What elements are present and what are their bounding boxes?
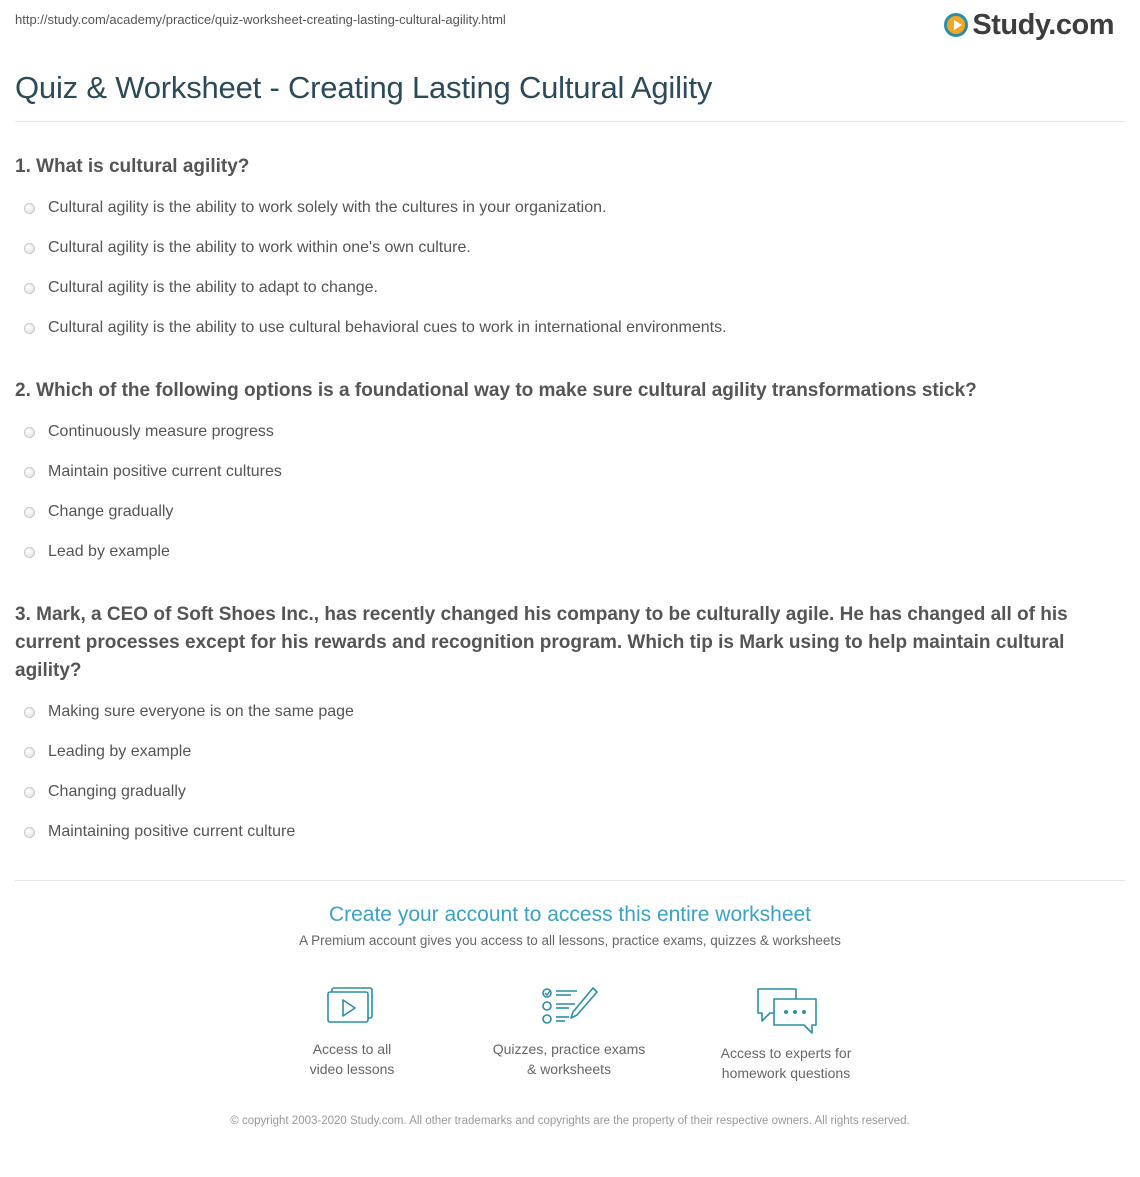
question-2 — [15, 377, 1125, 572]
radio-button-icon[interactable] — [24, 707, 35, 718]
option-label: Cultural agility is the ability to work solely with the cultures in your organization. — [48, 199, 607, 216]
feature-line-2: homework questions — [721, 1065, 851, 1081]
play-logo-icon — [944, 13, 968, 37]
options-list — [15, 188, 1125, 348]
option-label: Maintaining positive current culture — [48, 823, 296, 840]
signup-cta — [0, 903, 1140, 948]
radio-button-icon[interactable] — [24, 467, 35, 478]
page-url: http://study.com/academy/practice/quiz-worksheet-creating-lasting-cultural-agility.html — [15, 12, 506, 27]
option-label: Changing gradually — [48, 783, 186, 800]
option-label: Leading by example — [48, 743, 192, 760]
answer-option[interactable] — [15, 772, 1125, 812]
options-list — [15, 412, 1125, 572]
options-list — [15, 692, 1125, 852]
feature-line-1: Access to experts for — [720, 1045, 852, 1061]
question-1 — [15, 153, 1125, 348]
premium-features — [0, 985, 1140, 1095]
option-label: Cultural agility is the ability to use cultural behavioral cues to work in international environments. — [48, 319, 727, 336]
feature-line-2: video lessons — [309, 1061, 395, 1077]
video-lesson-icon — [324, 985, 380, 1031]
question-text: 1. What is cultural agility? — [15, 156, 250, 177]
feature-line-1: Access to all — [312, 1041, 392, 1057]
radio-button-icon[interactable] — [24, 747, 35, 758]
title-divider — [15, 121, 1125, 122]
radio-button-icon[interactable] — [24, 243, 35, 254]
answer-option[interactable] — [15, 308, 1125, 348]
answer-option[interactable] — [15, 188, 1125, 228]
radio-button-icon[interactable] — [24, 827, 35, 838]
feature-line-1: Quizzes, practice exams — [492, 1041, 646, 1057]
answer-option[interactable] — [15, 412, 1125, 452]
top-bar — [0, 0, 1140, 50]
cta-subtitle: A Premium account gives you access to all lessons, practice exams, quizzes & worksheets — [299, 933, 841, 948]
study-logo[interactable] — [944, 8, 1114, 42]
feature-experts — [686, 985, 886, 1083]
answer-option[interactable] — [15, 692, 1125, 732]
option-label: Cultural agility is the ability to adapt to change. — [48, 279, 378, 296]
radio-button-icon[interactable] — [24, 787, 35, 798]
answer-option[interactable] — [15, 732, 1125, 772]
radio-button-icon[interactable] — [24, 427, 35, 438]
question-text: 3. Mark, a CEO of Soft Shoes Inc., has recently changed his company to be culturally agile. He has changed all of his current processes except for his rewards and recognition program. Which tip is Mark using to help maintain cultural agility? — [15, 604, 1068, 681]
chat-bubbles-icon — [754, 985, 818, 1035]
answer-option[interactable] — [15, 452, 1125, 492]
answer-option[interactable] — [15, 268, 1125, 308]
logo-text: Study.com — [972, 8, 1114, 41]
cta-title-link[interactable]: Create your account to access this entire worksheet — [328, 903, 812, 926]
option-label: Continuously measure progress — [48, 423, 274, 440]
feature-video-lessons — [252, 985, 452, 1079]
answer-option[interactable] — [15, 492, 1125, 532]
copyright-notice: © copyright 2003-2020 Study.com. All other trademarks and copyrights are the property of their respective owners. All rights reserved. — [230, 1115, 910, 1127]
radio-button-icon[interactable] — [24, 323, 35, 334]
answer-option[interactable] — [15, 228, 1125, 268]
question-text: 2. Which of the following options is a foundational way to make sure cultural agility transformations stick? — [15, 380, 977, 401]
option-label: Cultural agility is the ability to work within one's own culture. — [48, 239, 471, 256]
quiz-checklist-icon — [539, 985, 599, 1031]
answer-option[interactable] — [15, 532, 1125, 572]
option-label: Change gradually — [48, 503, 174, 520]
radio-button-icon[interactable] — [24, 547, 35, 558]
feature-quizzes — [469, 985, 669, 1079]
option-label: Maintain positive current cultures — [48, 463, 282, 480]
question-3 — [15, 601, 1125, 852]
answer-option[interactable] — [15, 812, 1125, 852]
page-title: Quiz & Worksheet - Creating Lasting Cultural Agility — [15, 70, 713, 105]
feature-line-2: & worksheets — [526, 1061, 612, 1077]
option-label: Making sure everyone is on the same page — [48, 703, 354, 720]
cta-divider — [15, 880, 1125, 881]
radio-button-icon[interactable] — [24, 203, 35, 214]
radio-button-icon[interactable] — [24, 507, 35, 518]
radio-button-icon[interactable] — [24, 283, 35, 294]
option-label: Lead by example — [48, 543, 170, 560]
